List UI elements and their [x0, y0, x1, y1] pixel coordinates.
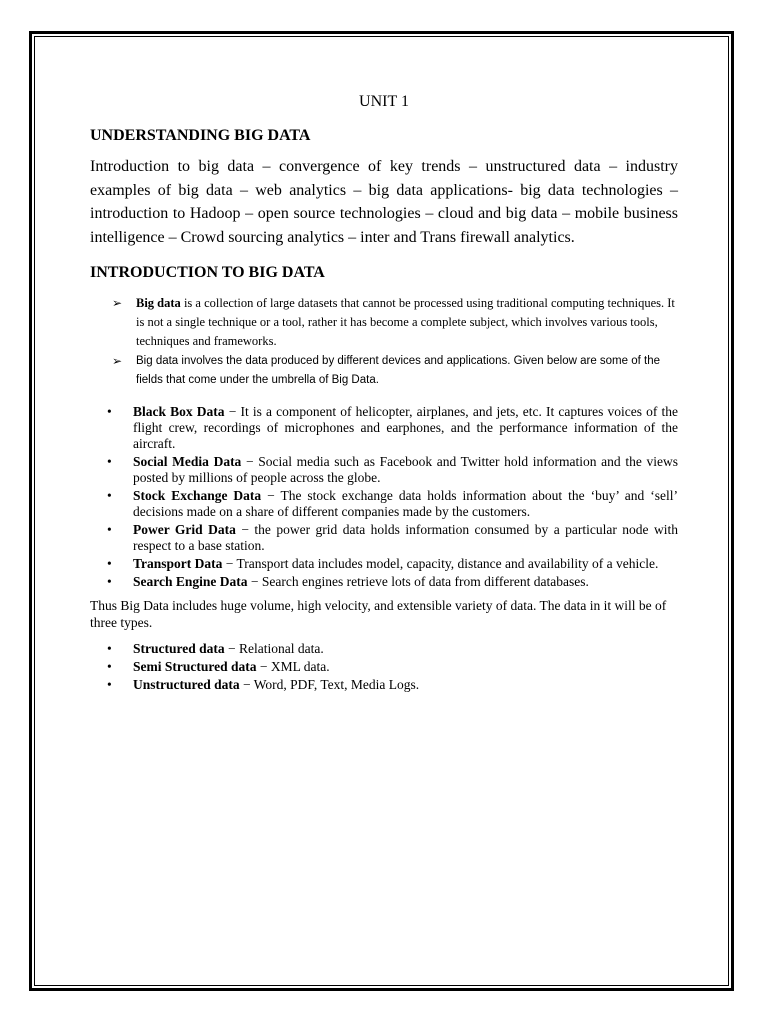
unit-title: UNIT 1: [359, 93, 409, 110]
list-item: [90, 556, 678, 572]
list-item-term: Semi Structured data: [133, 659, 257, 674]
list-item-term: Transport Data: [133, 556, 223, 571]
list-item: [90, 677, 678, 693]
list-item-term: Power Grid Data: [133, 522, 236, 537]
list-item-text: − The stock exchange data holds information about the ‘buy’ and ‘sell’ decisions made on a share of different companies made by the customers.: [133, 488, 678, 519]
arrow-item-text: is a collection of large datasets that cannot be processed using traditional computing techniques. It is not a single technique or a tool, rather it has become a complete subject, which involves various tools, techniques and frameworks.: [136, 296, 675, 348]
list-item: [90, 454, 678, 486]
list-item: [90, 488, 678, 520]
bullet-icon: •: [107, 556, 112, 571]
page-content: [90, 92, 678, 695]
list-item-term: Social Media Data: [133, 454, 242, 469]
bullet-icon: •: [107, 677, 112, 692]
list-item-term: Black Box Data: [133, 404, 225, 419]
arrow-bullet-icon: ➢: [112, 354, 123, 368]
bullet-icon: •: [107, 404, 112, 419]
list-item-text: − Transport data includes model, capacity, distance and availability of a vehicle.: [222, 556, 659, 571]
list-item-term: Search Engine Data: [133, 574, 248, 589]
list-item-term: Stock Exchange Data: [133, 488, 262, 503]
list-item-text: − the power grid data holds information consumed by a particular node with respect to a base station.: [133, 522, 678, 553]
list-item: [90, 404, 678, 452]
list-item-text: − It is a component of helicopter, airplanes, and jets, etc. It captures voices of the flight crew, recordings of microphones and earphones, and the performance information of the aircraft.: [133, 404, 678, 451]
list-item: [90, 641, 678, 657]
list-item-text: − Word, PDF, Text, Media Logs.: [239, 677, 420, 692]
bullet-icon: •: [107, 454, 112, 469]
summary-paragraph: Thus Big Data includes huge volume, high velocity, and extensible variety of data. The data in it will be of three types.: [90, 598, 667, 630]
heading-understanding-big-data: UNDERSTANDING BIG DATA: [90, 127, 311, 144]
bullet-icon: •: [107, 522, 112, 537]
arrow-item-text: Big data involves the data produced by different devices and applications. Given below are some of the fields that come under the umbrella of Big Data.: [136, 355, 661, 386]
list-item-text: − Social media such as Facebook and Twitter hold information and the views posted by millions of people across the globe.: [133, 454, 678, 485]
arrow-item: [90, 294, 678, 351]
bullet-icon: •: [107, 488, 112, 503]
heading-introduction-to-big-data: INTRODUCTION TO BIG DATA: [90, 264, 325, 281]
big-data-fields-list: [90, 404, 678, 590]
arrow-list: [90, 294, 678, 390]
bullet-icon: •: [107, 641, 112, 656]
list-item-term: Unstructured data: [133, 677, 240, 692]
bullet-icon: •: [107, 574, 112, 589]
list-item: [90, 659, 678, 675]
arrow-item: [90, 352, 678, 390]
bullet-icon: •: [107, 659, 112, 674]
list-item-text: − Relational data.: [224, 641, 324, 656]
list-item-term: Structured data: [133, 641, 225, 656]
list-item: [90, 574, 678, 590]
data-types-list: [90, 641, 678, 693]
arrow-item-term: Big data: [136, 296, 181, 310]
intro-paragraph: Introduction to big data – convergence of key trends – unstructured data – industry examples of big data – web analytics – big data applications- big data technologies – introduction to Hadoop – open source technologies – cloud and big data – mobile business intelligence – Crowd sourcing analytics – inter and Trans firewall analytics.: [90, 158, 678, 246]
list-item: [90, 522, 678, 554]
arrow-bullet-icon: ➢: [112, 296, 123, 310]
list-item-text: − XML data.: [256, 659, 330, 674]
list-item-text: − Search engines retrieve lots of data from different databases.: [247, 574, 589, 589]
